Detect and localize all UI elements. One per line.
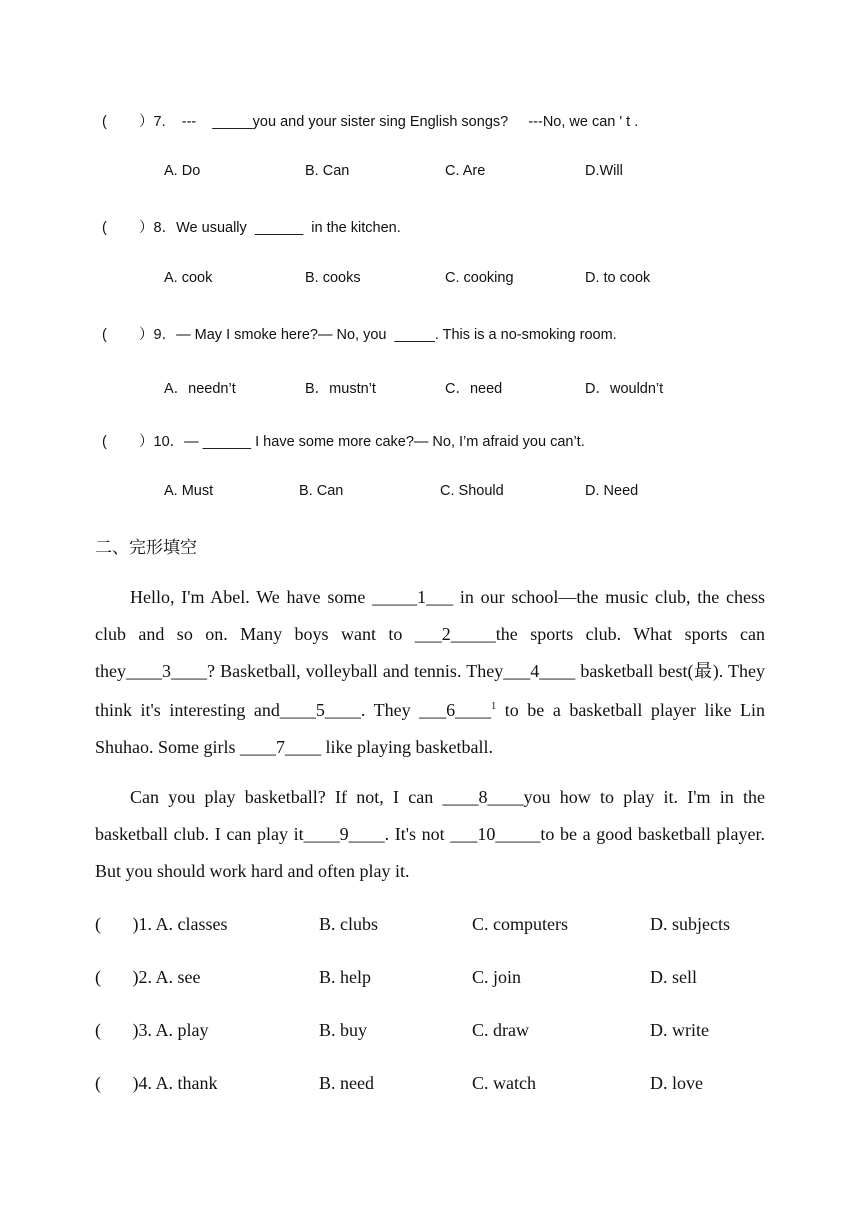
option-d: D.Will xyxy=(585,163,623,179)
cloze-option-a: ( )4. A. thank xyxy=(95,1073,218,1093)
option-c: C. Are xyxy=(445,163,486,179)
section-title: 二、完形填空 xyxy=(95,538,197,558)
option-a: A．needn’t xyxy=(164,381,236,397)
option-d: D. to cook xyxy=(585,270,651,286)
question-9: ( ）9．— May I smoke here?— No, you _____. This is a no-smoking room. xyxy=(102,327,617,343)
cloze-option-d: D. love xyxy=(650,1073,703,1093)
question-7: ( ）7. --- _____you and your sister sing English songs? ---No, we can ' t . xyxy=(102,114,639,130)
cloze-option-c: C. computers xyxy=(472,914,568,934)
cloze-option-c: C. join xyxy=(472,967,522,987)
cloze-option-b: B. need xyxy=(319,1073,374,1093)
option-a: A. Do xyxy=(164,163,201,179)
question-10: ( ）10．— ______ I have some more cake?— No, I’m afraid you can’t. xyxy=(102,434,585,450)
question-8: ( ）8．We usually ______ in the kitchen. xyxy=(102,220,401,236)
passage-text-a: Hello, I'm Abel. We have some _____1___ in our school—the music club, the chess club and so on. Many boys want to ___2_____the sports club. What sports can they____3____? Basketball, volleyball and tennis. They___4____ basketball best(最). They think it's interesting and____5____. They ___6____ xyxy=(95,587,765,721)
option-b: B. cooks xyxy=(305,270,361,286)
cloze-option-a: ( )1. A. classes xyxy=(95,914,228,934)
cloze-option-d: D. write xyxy=(650,1020,709,1040)
option-d: D．wouldn’t xyxy=(585,381,664,397)
option-c: C．need xyxy=(445,381,503,397)
passage-paragraph-2: Can you play basketball? If not, I can ____8____you how to play it. I'm in the basketball club. I can play it____9____. It's not ___10_____to be a good basketball player. But you should work hard and often play it. xyxy=(95,787,765,881)
option-a: A. Must xyxy=(164,483,214,499)
option-b: B．mustn’t xyxy=(305,381,376,397)
cloze-option-a: ( )3. A. play xyxy=(95,1020,209,1040)
cloze-option-b: B. help xyxy=(319,967,371,987)
cloze-option-a: ( )2. A. see xyxy=(95,967,201,987)
option-a: A. cook xyxy=(164,270,213,286)
passage-text-b: to be a basketball player like Lin Shuhao. Some girls ____7____ like playing basketball. xyxy=(95,700,765,758)
option-d: D. Need xyxy=(585,483,639,499)
cloze-option-d: D. subjects xyxy=(650,914,730,934)
passage-paragraph-1 xyxy=(95,579,765,766)
cloze-option-d: D. sell xyxy=(650,967,697,987)
cloze-option-c: C. draw xyxy=(472,1020,529,1040)
option-b: B. Can xyxy=(299,483,344,499)
option-b: B. Can xyxy=(305,163,350,179)
option-c: C. Should xyxy=(440,483,504,499)
footnote-marker: 1 xyxy=(491,701,497,713)
cloze-option-c: C. watch xyxy=(472,1073,536,1093)
cloze-option-b: B. clubs xyxy=(319,914,379,934)
cloze-option-b: B. buy xyxy=(319,1020,368,1040)
option-c: C. cooking xyxy=(445,270,514,286)
